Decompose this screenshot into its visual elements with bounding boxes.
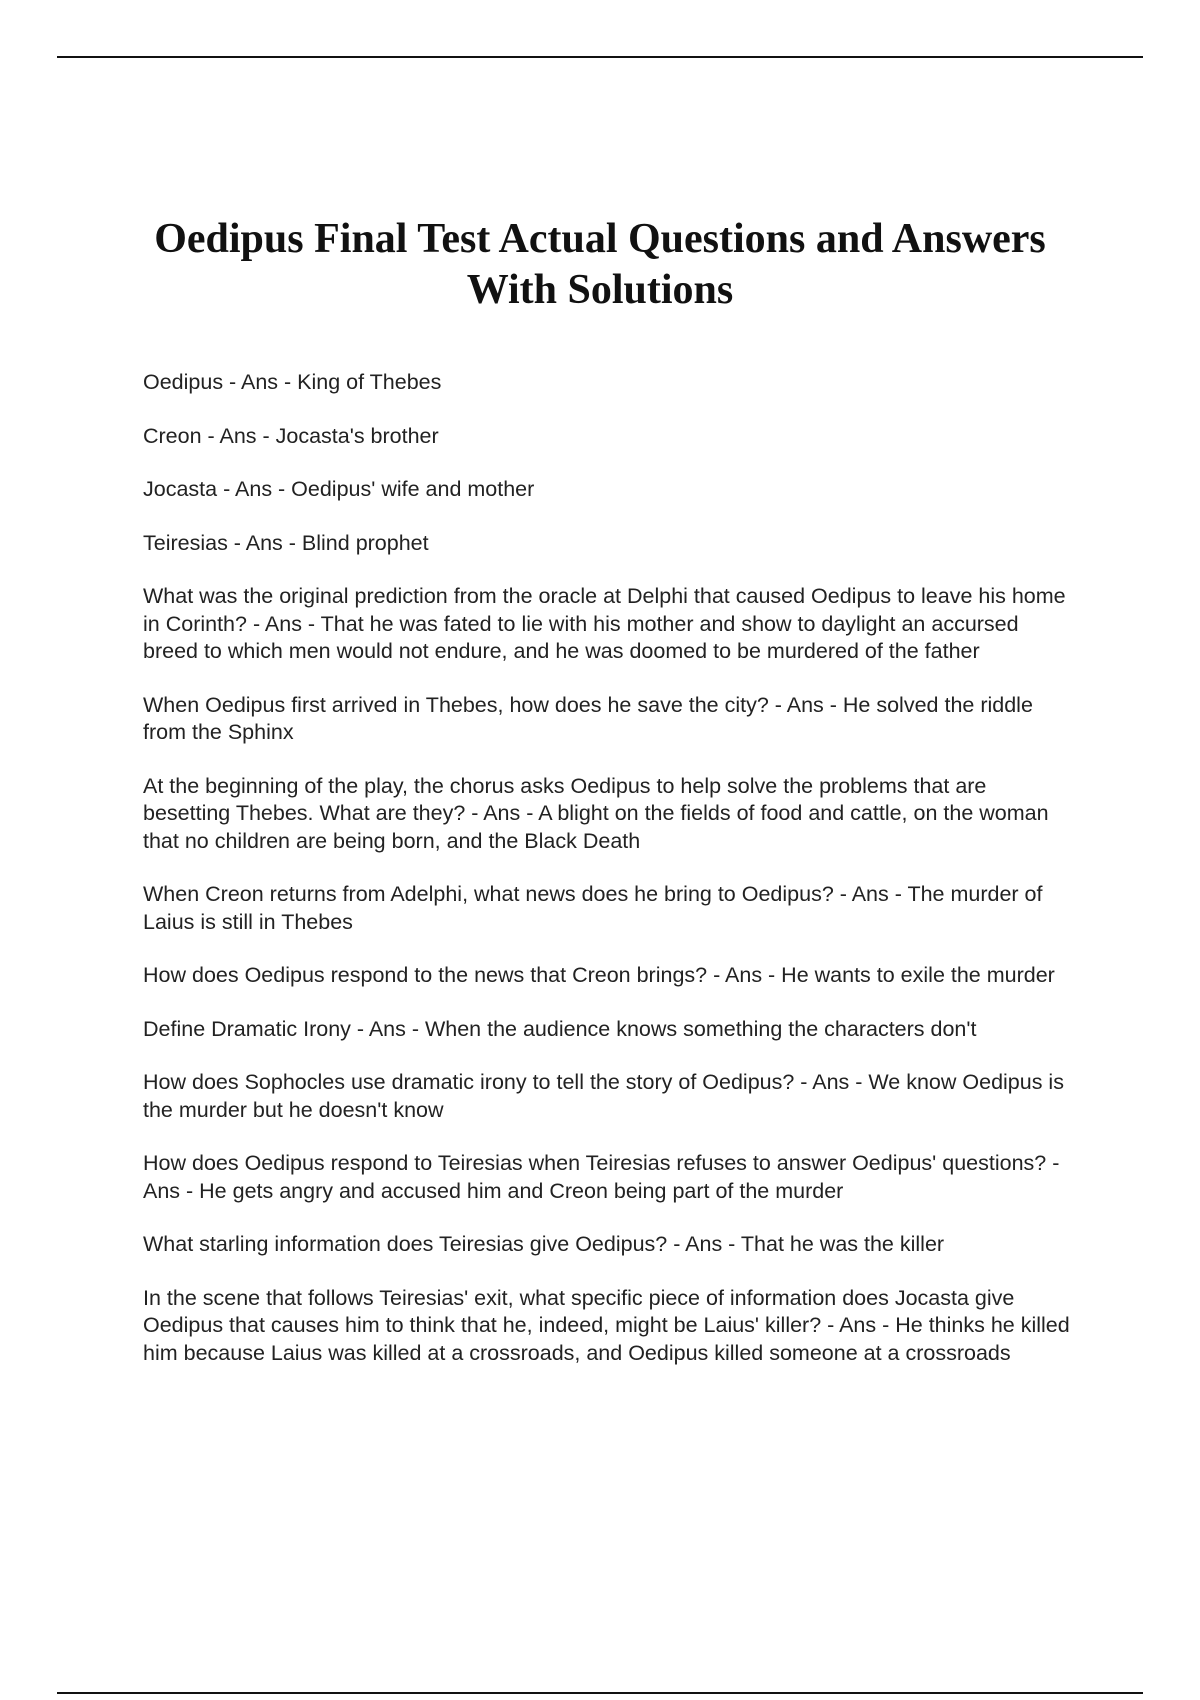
qa-item: Define Dramatic Irony - Ans - When the audience knows something the characters don't xyxy=(143,1016,977,1041)
qa-item: In the scene that follows Teiresias' exit, what specific piece of information does Jocasta give Oedipus that causes him to think that he, indeed, might be Laius' killer? - Ans - He thinks he killed him because Laius was killed at a crossroads, and Oedipus killed someone at a crossroads xyxy=(143,1285,1070,1365)
document-title xyxy=(100,214,1100,316)
title-line-2: With Solutions xyxy=(466,267,734,313)
title-line-1: Oedipus Final Test Actual Questions and Answers xyxy=(154,216,1046,262)
qa-item: How does Sophocles use dramatic irony to tell the story of Oedipus? - Ans - We know Oedipus is the murder but he doesn't know xyxy=(143,1070,1064,1122)
qa-item: Creon - Ans - Jocasta's brother xyxy=(143,423,439,448)
qa-item: Oedipus - Ans - King of Thebes xyxy=(143,370,442,394)
qa-item: When Creon returns from Adelphi, what news does he bring to Oedipus? - Ans - The murder of Laius is still in Thebes xyxy=(143,882,1043,934)
bottom-rule xyxy=(57,1692,1143,1694)
qa-item: How does Oedipus respond to the news that Creon brings? - Ans - He wants to exile the murder xyxy=(143,963,1055,987)
top-rule xyxy=(57,56,1143,58)
qa-item: Jocasta - Ans - Oedipus' wife and mother xyxy=(143,477,535,501)
qa-list xyxy=(143,369,1073,1393)
qa-item: What was the original prediction from the oracle at Delphi that caused Oedipus to leave his home in Corinth? - Ans - That he was fated to lie with his mother and show to daylight an accursed breed to which men would not endure, and he was doomed to be murdered of the father xyxy=(143,584,1066,663)
qa-item: Teiresias - Ans - Blind prophet xyxy=(143,530,429,555)
qa-item: When Oedipus first arrived in Thebes, how does he save the city? - Ans - He solved the riddle from the Sphinx xyxy=(143,692,1033,744)
qa-item: What starling information does Teiresias give Oedipus? - Ans - That he was the killer xyxy=(143,1232,945,1256)
qa-item: At the beginning of the play, the chorus asks Oedipus to help solve the problems that are besetting Thebes. What are they? - Ans - A blight on the fields of food and cattle, on the woman that no children are being born, and the Black Death xyxy=(143,773,1049,853)
qa-item: How does Oedipus respond to Teiresias when Teiresias refuses to answer Oedipus' questions? - Ans - He gets angry and accused him and Creon being part of the murder xyxy=(143,1151,1060,1203)
